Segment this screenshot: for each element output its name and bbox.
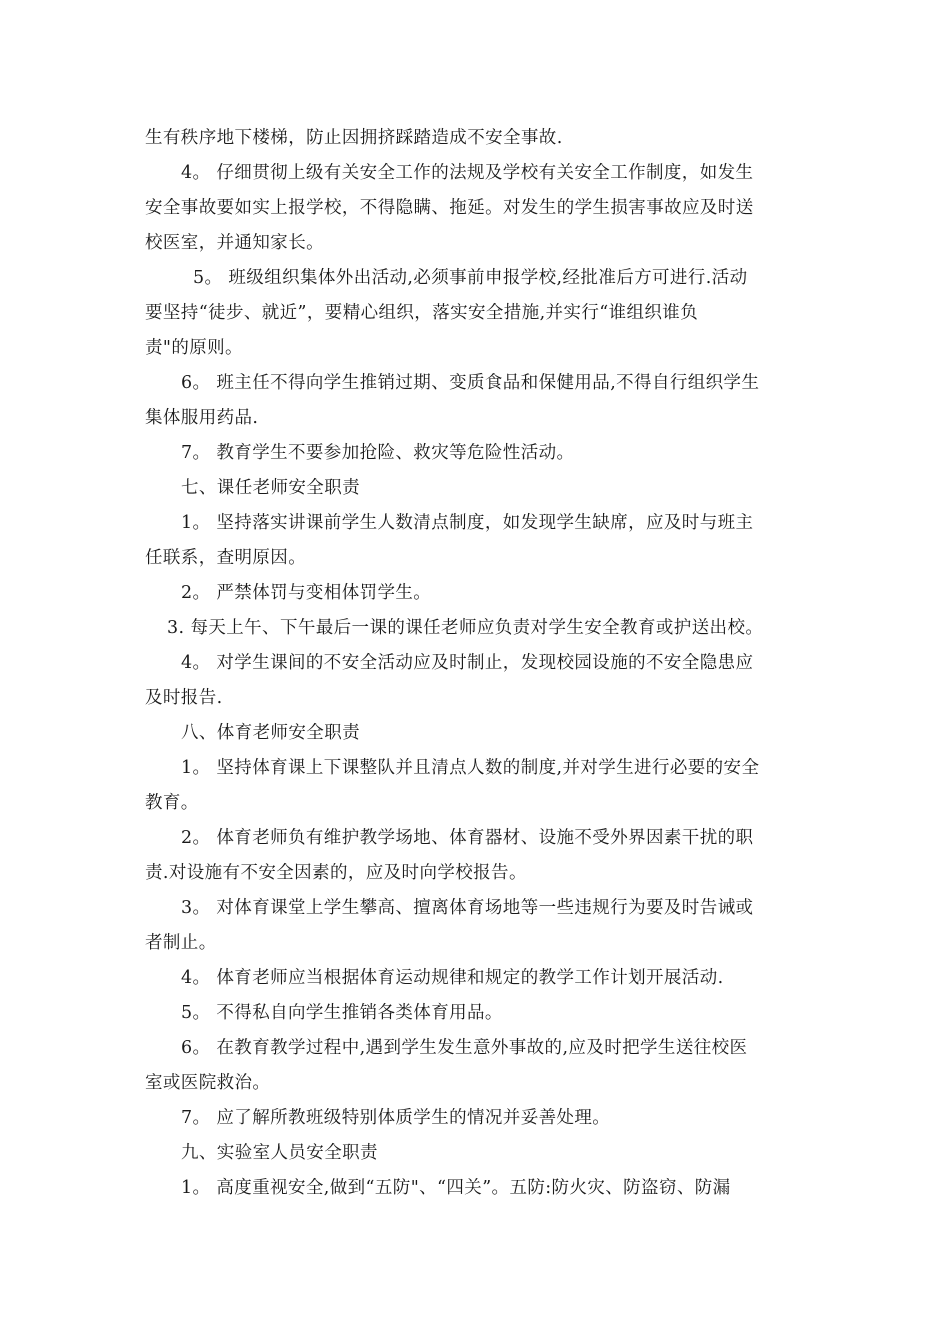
text-line: 任联系，查明原因。	[145, 548, 307, 568]
list-item-6: 6。 班主任不得向学生推销过期、变质食品和保健用品,不得自行组织学生	[181, 373, 760, 393]
text-line: 者制止。	[145, 933, 217, 953]
list-item-1: 1。 高度重视安全,做到“五防"、“四关”。五防:防火灾、防盗窃、防漏	[181, 1178, 731, 1198]
text-line: 责"的原则。	[145, 338, 243, 358]
section-heading-8: 八、体育老师安全职责	[181, 723, 360, 743]
list-item-5: 5。 不得私自向学生推销各类体育用品。	[181, 1003, 503, 1023]
list-item-1: 1。 坚持落实讲课前学生人数清点制度，如发现学生缺席，应及时与班主	[181, 513, 754, 533]
text-line: 责.对设施有不安全因素的，应及时向学校报告。	[145, 863, 527, 883]
list-item-7: 7。 教育学生不要参加抢险、救灾等危险性活动。	[181, 443, 575, 463]
list-item-4: 4。 体育老师应当根据体育运动规律和规定的教学工作计划开展活动.	[181, 968, 724, 988]
list-item-7: 7。 应了解所教班级特别体质学生的情况并妥善处理。	[181, 1108, 611, 1128]
text-line: 教育。	[145, 793, 199, 813]
text-line: 生有秩序地下楼梯，防止因拥挤踩踏造成不安全事故.	[145, 128, 563, 148]
section-heading-7: 七、课任老师安全职责	[181, 478, 360, 498]
text-line: 要坚持“徒步、就近”，要精心组织，落实安全措施,并实行“谁组织谁负	[145, 303, 699, 323]
document-body	[145, 121, 815, 1206]
text-line: 集体服用药品.	[145, 408, 259, 428]
text-line: 及时报告.	[145, 688, 223, 708]
text-line: 安全事故要如实上报学校，不得隐瞒、拖延。对发生的学生损害事故应及时送	[145, 198, 754, 218]
list-item-3: 3。 对体育课堂上学生攀高、擅离体育场地等一些违规行为要及时告诫或	[181, 898, 754, 918]
text-line: 校医室，并通知家长。	[145, 233, 324, 253]
section-heading-9: 九、实验室人员安全职责	[181, 1143, 378, 1163]
list-item-4: 4。 对学生课间的不安全活动应及时制止，发现校园设施的不安全隐患应	[181, 653, 754, 673]
list-item-5: 5。 班级组织集体外出活动,必须事前申报学校,经批准后方可进行.活动	[193, 268, 748, 288]
list-item-6: 6。 在教育教学过程中,遇到学生发生意外事故的,应及时把学生送往校医	[181, 1038, 748, 1058]
list-item-2: 2。 体育老师负有维护教学场地、体育器材、设施不受外界因素干扰的职	[181, 828, 754, 848]
text-line: 室或医院救治。	[145, 1073, 271, 1093]
list-item-3: 3. 每天上午、下午最后一课的课任老师应负责对学生安全教育或护送出校。	[167, 618, 764, 638]
list-item-4: 4。 仔细贯彻上级有关安全工作的法规及学校有关安全工作制度，如发生	[181, 163, 754, 183]
list-item-2: 2。 严禁体罚与变相体罚学生。	[181, 583, 432, 603]
list-item-1: 1。 坚持体育课上下课整队并且清点人数的制度,并对学生进行必要的安全	[181, 758, 760, 778]
